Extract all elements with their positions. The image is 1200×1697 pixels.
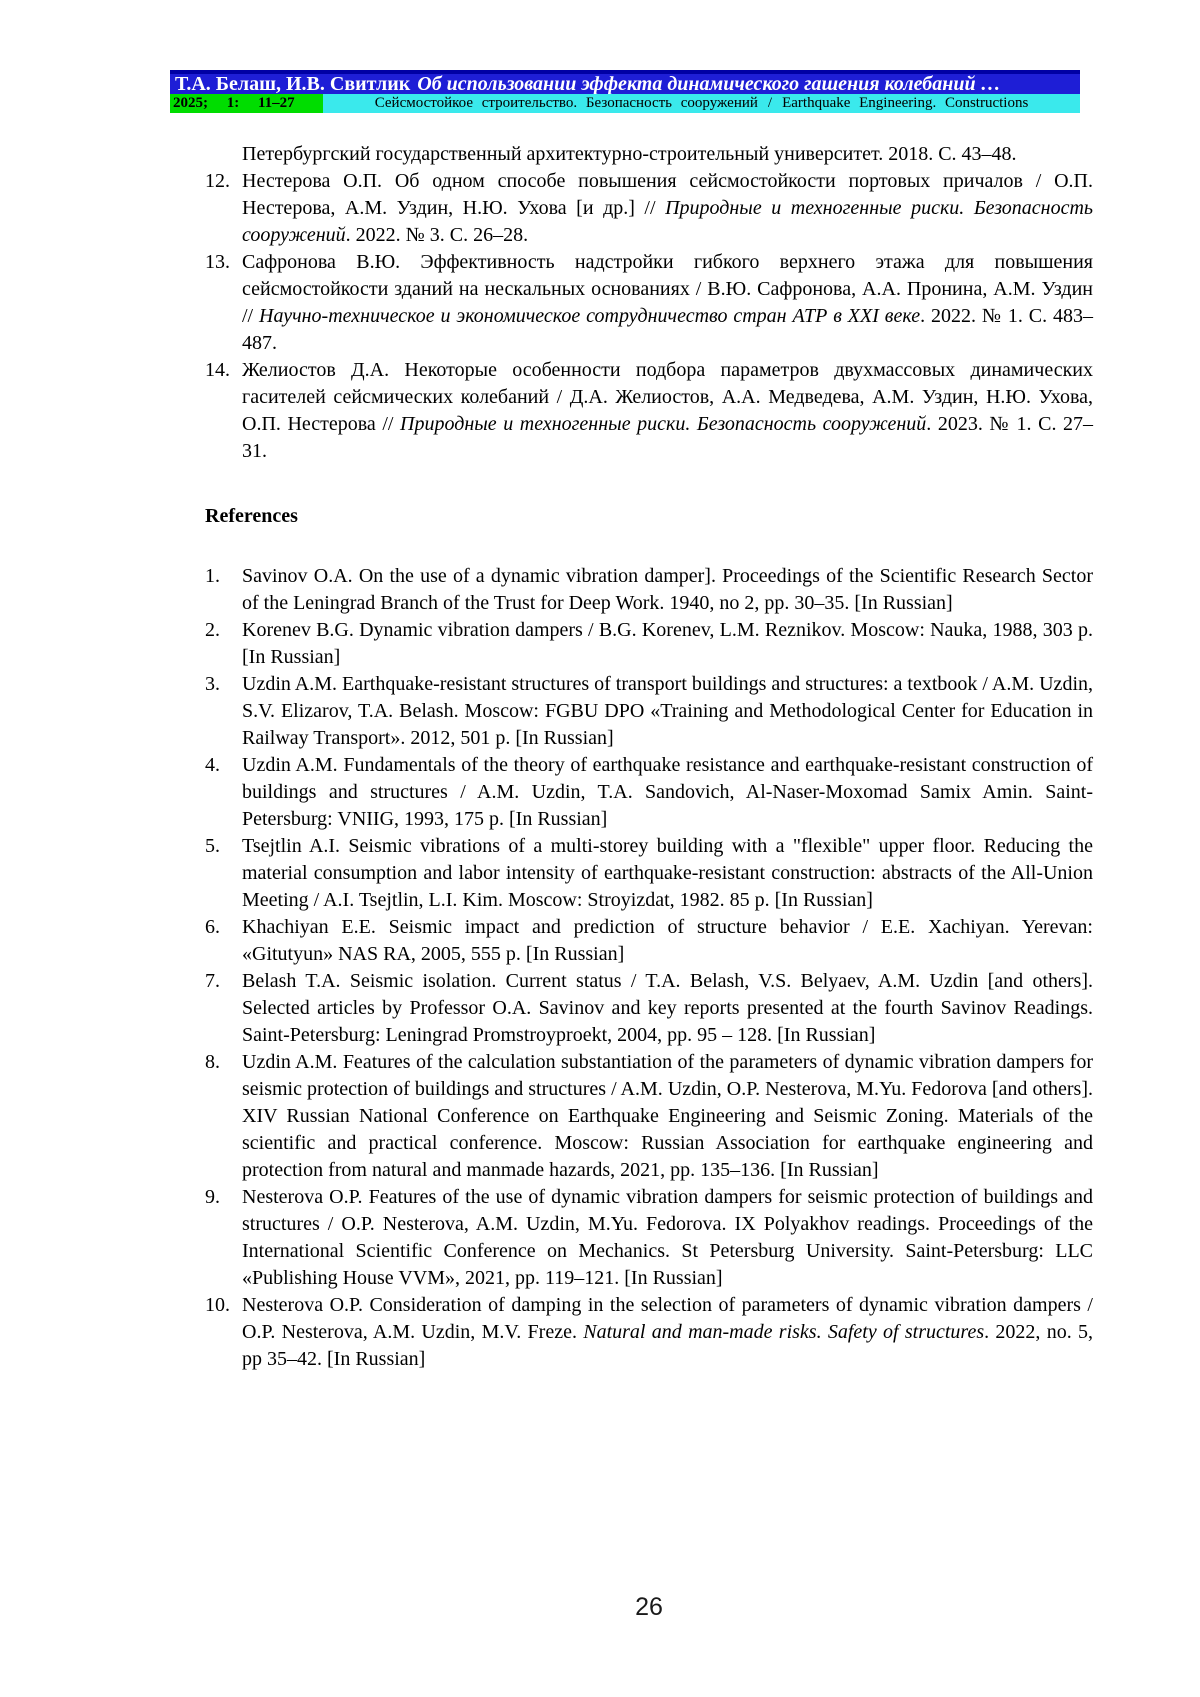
reference-text: Belash T.A. Seismic isolation. Current status / T.A. Belash, V.S. Belyaev, A.M. Uzdin [and others]. Selected articles by Professor O.A. Savinov and key reports presented at the fourth Savinov Readings. Saint-Petersburg: Leningrad Promstroyproekt, 2004, pp. 95 – 128. [In Russian] xyxy=(242,970,1093,1046)
journal-running-head xyxy=(170,70,1080,113)
reference-item xyxy=(205,671,1093,752)
running-head-article-title: Об использовании эффекта динамического гашения колебаний … xyxy=(417,72,1001,94)
reference-text: Желиостов Д.А. Некоторые особенности подбора параметров двухмассовых динамических гасителей сейсмических колебаний / Д.А. Желиостов, А.А. Медведева, А.М. Уздин, Н.Ю. Ухова, О.П. Нестерова // Природные и техногенные риски. Безопасность сооружений. 2023. № 1. С. 27–31. xyxy=(242,359,1093,462)
reference-number: 8. xyxy=(205,1051,220,1073)
reference-item xyxy=(205,752,1093,833)
page-number: 26 xyxy=(635,1593,663,1621)
reference-item xyxy=(205,833,1093,914)
reference-item xyxy=(205,357,1093,465)
reference-number: 13. xyxy=(205,251,230,273)
reference-text: Nesterova O.P. Features of the use of dynamic vibration dampers for seismic protection of buildings and structures / O.P. Nesterova, A.M. Uzdin, M.Yu. Fedorova. IX Polyakhov readings. Proceedings of the International Scientific Conference on Mechanics. St Petersburg University. Saint-Petersburg: LLC «Publishing House VVM», 2021, pp. 119–121. [In Russian] xyxy=(242,1186,1093,1289)
journal-name-russian: Сейсмостойкое строительство. Безопасность сооружений xyxy=(374,95,758,111)
issue-info-badge: 2025; 1: 11–27 xyxy=(170,94,323,113)
reference-item xyxy=(205,168,1093,249)
reference-item xyxy=(205,1292,1093,1373)
reference-text: Khachiyan E.E. Seismic impact and prediction of structure behavior / E.E. Xachiyan. Yerevan: «Gitutyun» NAS RA, 2005, 555 p. [In Russian] xyxy=(242,916,1093,965)
reference-number: 10. xyxy=(205,1294,230,1316)
reference-item xyxy=(205,968,1093,1049)
reference-continuation-paragraph: Петербургский государственный архитектурно-строительный университет. 2018. С. 43–48. xyxy=(242,143,1017,165)
reference-text: Tsejtlin A.I. Seismic vibrations of a multi-storey building with a "flexible" upper floor. Reducing the material consumption and labor intensity of earthquake-resistant construction: abstracts of the All-Union Meeting / A.I. Tsejtlin, L.I. Kim. Moscow: Stroyizdat, 1982. 85 p. [In Russian] xyxy=(242,835,1093,911)
reference-item xyxy=(205,1184,1093,1292)
reference-item xyxy=(205,563,1093,617)
reference-text: Uzdin A.M. Features of the calculation substantiation of the parameters of dynamic vibration dampers for seismic protection of buildings and structures / A.M. Uzdin, O.P. Nesterova, M.Yu. Fedorova [and others]. XIV Russian National Conference on Earthquake Engineering and Seismic Zoning. Materials of the scientific and practical conference. Moscow: Russian Association for earthquake engineering and protection from natural and manmade hazards, 2021, pp. 135–136. [In Russian] xyxy=(242,1051,1093,1181)
references-heading: References xyxy=(205,505,298,527)
reference-number: 6. xyxy=(205,916,220,938)
reference-text: Uzdin A.M. Fundamentals of the theory of earthquake resistance and earthquake-resistant construction of buildings and structures / A.M. Uzdin, T.A. Sandovich, Al-Naser-Moxomad Samix Amin. Saint-Petersburg: VNIIG, 1993, 175 p. [In Russian] xyxy=(242,754,1093,830)
reference-number: 1. xyxy=(205,565,220,587)
reference-number: 9. xyxy=(205,1186,220,1208)
journal-name-english: Earthquake Engineering. Constructions xyxy=(782,95,1029,111)
reference-item xyxy=(205,1049,1093,1184)
reference-text: Нестерова О.П. Об одном способе повышения сейсмостойкости портовых причалов / О.П. Нестерова, А.М. Уздин, Н.Ю. Ухова [и др.] // Природные и техногенные риски. Безопасность сооружений. 2022. № 3. С. 26–28. xyxy=(242,170,1093,246)
journal-name-separator: / xyxy=(767,95,773,111)
reference-number: 14. xyxy=(205,359,230,381)
reference-item xyxy=(205,249,1093,357)
reference-number: 2. xyxy=(205,619,220,641)
reference-number: 4. xyxy=(205,754,220,776)
reference-number: 3. xyxy=(205,673,220,695)
reference-text: Nesterova O.P. Consideration of damping in the selection of parameters of dynamic vibration dampers / O.P. Nesterova, A.M. Uzdin, M.V. Freze. Natural and man-made risks. Safety of structures. 2022, no. 5, pp 35–42. [In Russian] xyxy=(242,1294,1094,1370)
reference-item xyxy=(205,617,1093,671)
english-reference-list xyxy=(205,563,1093,1373)
reference-text: Uzdin A.M. Earthquake-resistant structures of transport buildings and structures: a textbook / A.M. Uzdin, S.V. Elizarov, T.A. Belash. Moscow: FGBU DPO «Training and Methodological Center for Education in Railway Transport». 2012, 501 p. [In Russian] xyxy=(242,673,1093,749)
reference-text: Korenev B.G. Dynamic vibration dampers / B.G. Korenev, L.M. Reznikov. Moscow: Nauka, 1988, 303 p. [In Russian] xyxy=(242,619,1093,668)
reference-number: 5. xyxy=(205,835,220,857)
reference-number: 7. xyxy=(205,970,220,992)
page-body xyxy=(205,141,1093,1373)
russian-reference-list xyxy=(205,168,1093,465)
reference-number: 12. xyxy=(205,170,230,192)
reference-text: Savinov O.A. On the use of a dynamic vibration damper]. Proceedings of the Scientific Research Sector of the Leningrad Branch of the Trust for Deep Work. 1940, no 2, pp. 30–35. [In Russian] xyxy=(242,565,1093,614)
journal-name-strip xyxy=(323,94,1080,113)
reference-text: Сафронова В.Ю. Эффективность надстройки гибкого верхнего этажа для повышения сейсмостойкости зданий на нескальных основаниях / В.Ю. Сафронова, А.А. Пронина, А.М. Уздин // Научно-техническое и экономическое сотрудничество стран АТР в XXI веке. 2022. № 1. С. 483–487. xyxy=(242,251,1093,354)
running-head-title-bar xyxy=(170,70,1080,94)
reference-item xyxy=(205,914,1093,968)
running-head-authors: Т.А. Белаш, И.В. Свитлик xyxy=(175,72,411,94)
running-head-second-row xyxy=(170,94,1080,113)
